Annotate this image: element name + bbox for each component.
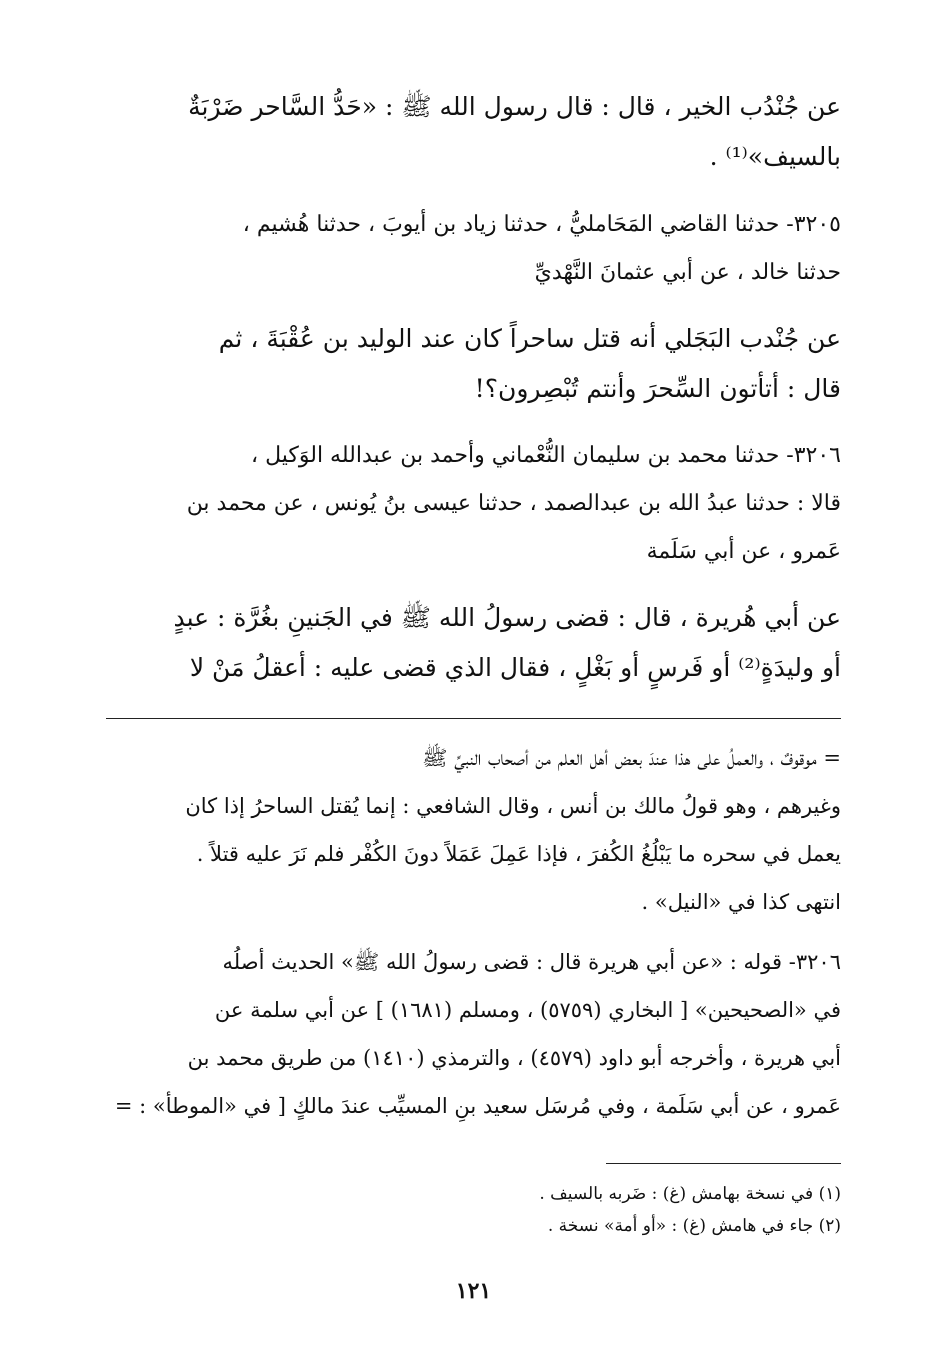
text-line: أبي هريرة ، وأخرجه أبو داود (٤٥٧٩) ، والترمذي (١٤١٠) من طريق محمد بن [187, 1046, 841, 1070]
page-number: ١٢١ [455, 1278, 492, 1304]
text-line: عن أبي هُريرة ، قال : قضى رسولُ الله ﷺ في الجَنينِ بغُرَّة : عبدٍ [173, 603, 841, 632]
footnote-2: (٢) جاء في هامش (غ) : «أو أمة» نسخة . [547, 1216, 841, 1236]
text-line: انتهى كذا في «النيل» . [641, 890, 841, 914]
text-line: ٣٢٠٦- حدثنا محمد بن سليمان النُّعْماني وأحمد بن عبدالله الوَكيل ، [251, 443, 841, 468]
footnotes [106, 1178, 841, 1242]
text-line: قالا : حدثنا عبدُ الله بن عبدالصمد ، حدثنا عيسى بنُ يُونس ، عن محمد بن [186, 491, 841, 516]
text-line: عَمرو ، عن أبي سَلَمة [646, 539, 841, 564]
text-line: عن جُنْدب البَجَلي أنه قتل ساحراً كان عند الوليد بن عُقْبَةَ ، ثم [218, 324, 841, 353]
commentary-divider [106, 718, 841, 719]
text-line: حدثنا خالد ، عن أبي عثمانَ النَّهْديِّ [534, 260, 841, 285]
text-line: وغيرهم ، وهو قولُ مالك بن أنس ، وقال الشافعي : إنما يُقتل الساحرُ إذا كان [185, 794, 841, 818]
isnad-3205 [106, 201, 841, 297]
text-line: = موقوفٌ ، والعملُ على هذا عندَ بعض أهل العلم من أصحاب النبيِّ ﷺ [422, 746, 841, 770]
hadith-paragraph-1 [106, 82, 841, 182]
text-line: عن جُنْدُب الخير ، قال : قال رسول الله ﷺ : «حَدُّ السَّاحر ضَرْبَةٌ [188, 92, 841, 121]
footnote-1: (١) في نسخة بهامش (غ) : ضَربه بالسيف . [539, 1184, 841, 1204]
isnad-3206 [106, 432, 841, 576]
text-line: عَمرو ، عن أبي سَلَمة ، وفي مُرسَل سعيد بنِ المسيِّب عندَ مالكٍ [ في «الموطأ» : = [114, 1094, 841, 1118]
hadith-paragraph-3 [106, 593, 841, 693]
text-line: ٣٢٠٥- حدثنا القاضي المَحَامليُّ ، حدثنا زياد بن أيوبَ ، حدثنا هُشيم ، [242, 212, 841, 237]
text-line: بالسيف»⁽¹⁾ . [709, 142, 841, 171]
text-line: أو وليدَةٍ⁽²⁾ أو فَرسٍ أو بَغْلٍ ، فقال الذي قضى عليه : أعقلُ مَنْ لا [189, 653, 841, 682]
text-line: قال : أتأتون السِّحرَ وأنتم تُبْصِرون؟! [474, 374, 841, 403]
commentary-paragraph-2 [106, 938, 841, 1130]
hadith-paragraph-2 [106, 314, 841, 414]
text-line: ٣٢٠٦- قوله : «عن أبي هريرة قال : قضى رسولُ الله ﷺ» الحديث أصلُه [222, 950, 841, 974]
text-line: في «الصحيحين» [ البخاري (٥٧٥٩) ، ومسلم (١٦٨١) ] عن أبي سلمة عن [214, 998, 841, 1022]
text-line: يعمل في سحره ما يَبْلُغُ الكُفرَ ، فإذا عَمِلَ عَمَلاً دونَ الكُفْر فلم نَرَ عليه قتلاً . [196, 842, 841, 866]
commentary-paragraph-1 [106, 734, 841, 926]
footnote-divider [606, 1163, 841, 1164]
